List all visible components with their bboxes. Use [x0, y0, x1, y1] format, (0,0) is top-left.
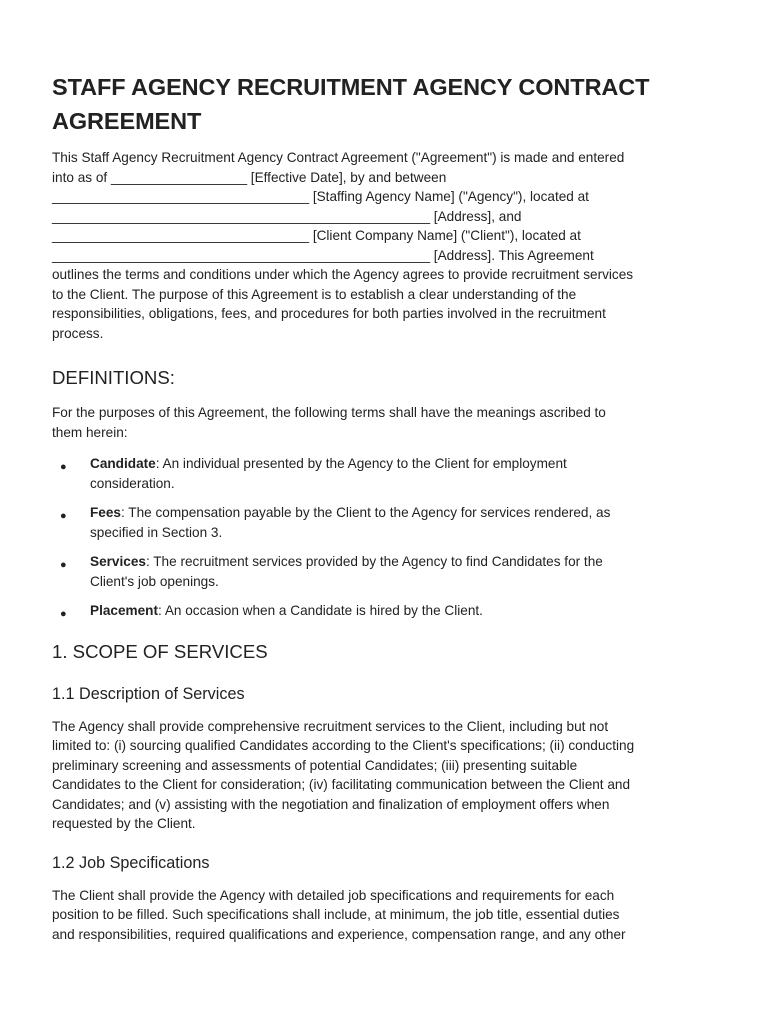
definitions-intro-line: For the purposes of this Agreement, the following terms shall have the meanings ascribed to: [52, 405, 606, 420]
title-line: AGREEMENT: [52, 108, 202, 134]
job-specifications-line: The Client shall provide the Agency with detailed job specifications and requirements for each: [52, 887, 615, 903]
definition-item-services: [52, 552, 718, 591]
definition-item-candidate: [52, 454, 718, 493]
intro-line: This Staff Agency Recruitment Agency Contract Agreement ("Agreement") is made and entered: [52, 150, 625, 165]
job-specifications-line: position to be filled. Such specifications shall include, at minimum, the job title, essential duties: [52, 907, 620, 922]
bullet-icon: ●: [60, 608, 67, 620]
job-specifications-heading: 1.2 Job Specifications: [52, 853, 210, 872]
definition-text: consideration.: [90, 475, 175, 491]
intro-line: __________________________________ [Staffing Agency Name] ("Agency"), located at: [52, 189, 589, 204]
definitions-intro-line: them herein:: [52, 424, 128, 440]
definition-text: specified in Section 3.: [90, 524, 223, 540]
description-heading: 1.1 Description of Services: [52, 684, 245, 703]
job-specifications-line: and responsibilities, required qualifications and experience, compensation range, and any other: [52, 926, 626, 942]
intro-line: to the Client. The purpose of this Agreement is to establish a clear understanding of the: [52, 286, 577, 302]
definitions-intro: [52, 403, 718, 442]
definition-text: : The compensation payable by the Client to the Agency for services rendered, as: [120, 505, 611, 520]
scope-heading: 1. SCOPE OF SERVICES: [52, 640, 268, 662]
description-line: The Agency shall provide comprehensive recruitment services to the Client, including but not: [52, 718, 609, 734]
definition-item-fees: [52, 503, 718, 542]
definition-item-placement: [52, 601, 718, 621]
bullet-icon: ●: [60, 510, 67, 522]
definitions-heading: DEFINITIONS:: [52, 367, 175, 388]
definition-text: : The recruitment services provided by the Agency to find Candidates for the: [145, 554, 603, 569]
intro-line: responsibilities, obligations, fees, and procedures for both parties involved in the recruitment: [52, 306, 606, 321]
description-line: Candidates; and (v) assisting with the negotiation and finalization of employment offers when: [52, 796, 610, 812]
intro-line: process.: [52, 325, 104, 341]
definition-text: : An occasion when a Candidate is hired by the Client.: [158, 603, 483, 618]
bullet-icon: ●: [60, 559, 67, 571]
description-line: preliminary screening and assessments of potential Candidates; (iii) presenting suitable: [52, 757, 578, 773]
description-paragraph: [52, 717, 718, 834]
definition-term: Placement: [90, 603, 159, 618]
title-line: STAFF AGENCY RECRUITMENT AGENCY CONTRACT: [52, 74, 650, 100]
document-title: [52, 70, 718, 138]
definition-term: Services: [90, 554, 146, 569]
intro-line: __________________________________________________ [Address]. This Agreement: [52, 247, 594, 263]
definition-term: Candidate: [90, 456, 156, 471]
definition-term: Fees: [90, 505, 121, 520]
definition-text: : An individual presented by the Agency to the Client for employment: [155, 456, 567, 471]
definitions-list: [52, 454, 718, 621]
bullet-icon: ●: [60, 461, 67, 473]
intro-line: into as of __________________ [Effective Date], by and between: [52, 169, 447, 185]
intro-paragraph: [52, 148, 718, 343]
intro-line: outlines the terms and conditions under which the Agency agrees to provide recruitment services: [52, 267, 634, 282]
job-specifications-paragraph: [52, 886, 718, 945]
intro-line: __________________________________ [Client Company Name] ("Client"), located at: [52, 228, 581, 243]
description-line: requested by the Client.: [52, 816, 196, 831]
description-line: limited to: (i) sourcing qualified Candidates according to the Client's specifications; (ii) conducting: [52, 738, 635, 753]
description-line: Candidates to the Client for consideration; (iv) facilitating communication between the Client and: [52, 777, 631, 792]
definition-text: Client's job openings.: [90, 573, 219, 589]
document-page: [52, 70, 718, 944]
intro-line: __________________________________________________ [Address], and: [52, 208, 522, 224]
